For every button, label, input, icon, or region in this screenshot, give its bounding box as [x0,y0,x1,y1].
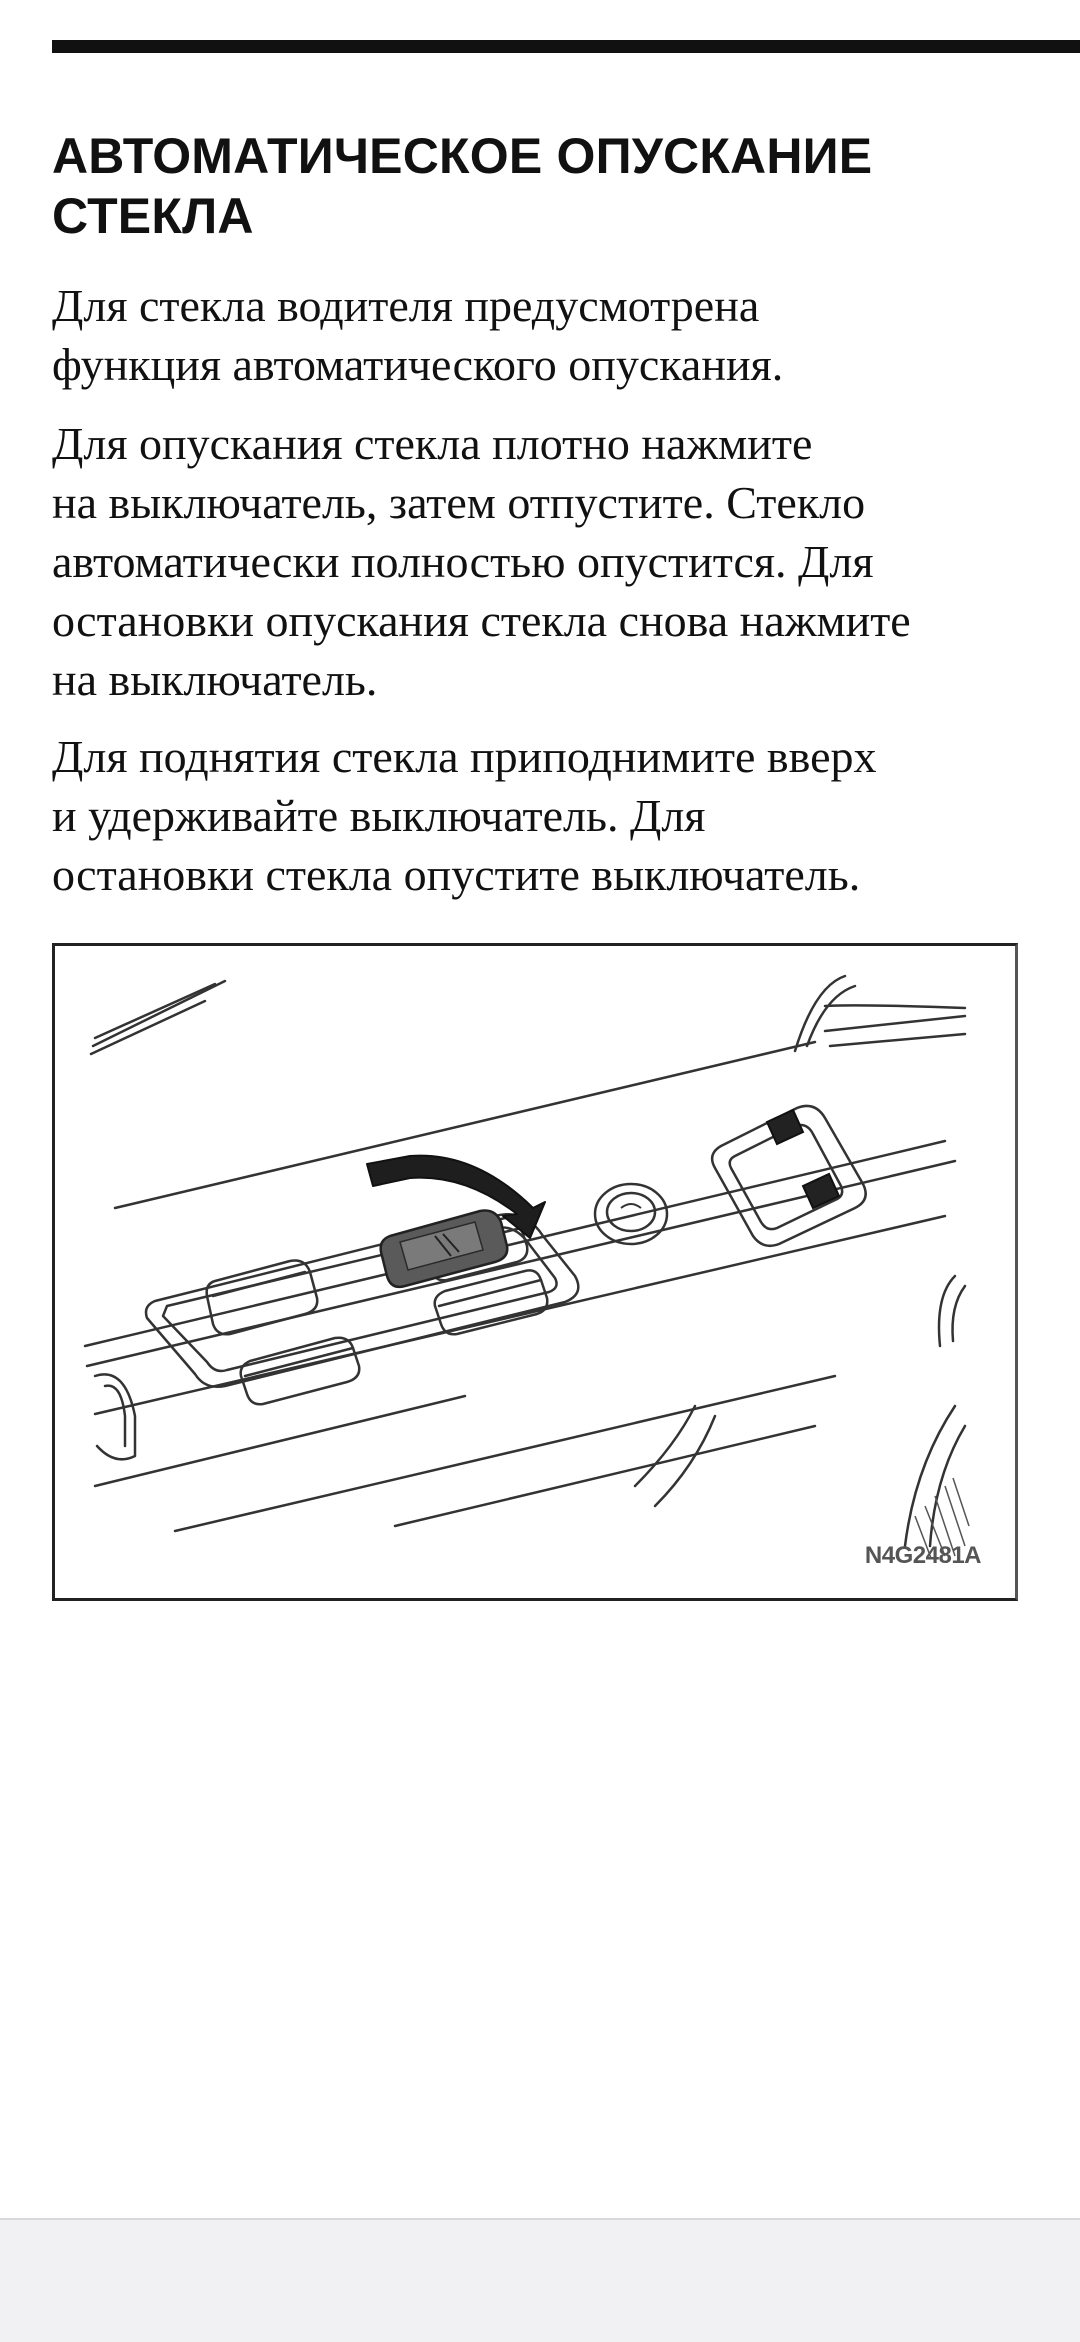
door-armrest-illustration [55,946,1015,1598]
paragraph-1: Для стекла водителя предусмотрена функция автоматического опускания. [52,280,784,390]
paragraph-2: Для опускания стекла плотно нажмите на выключатель, затем отпустите. Стекло автоматически полностью опустится. Для остановки опускания стекла снова нажмите на выключатель. [52,418,911,705]
window-switch-icon [381,1210,508,1286]
figure-code: N4G2481A [864,1542,981,1569]
lock-button-icon [621,1204,641,1208]
top-rule [52,40,1080,53]
figure [52,943,1018,1601]
paragraph-3: Для поднятия стекла приподнимите вверх и удерживайте выключатель. Для остановки стекла опустите выключатель. [52,731,877,900]
bottom-bar [0,2218,1080,2342]
section-title: АВТОМАТИЧЕСКОЕ ОПУСКАНИЕ СТЕКЛА [52,128,873,244]
